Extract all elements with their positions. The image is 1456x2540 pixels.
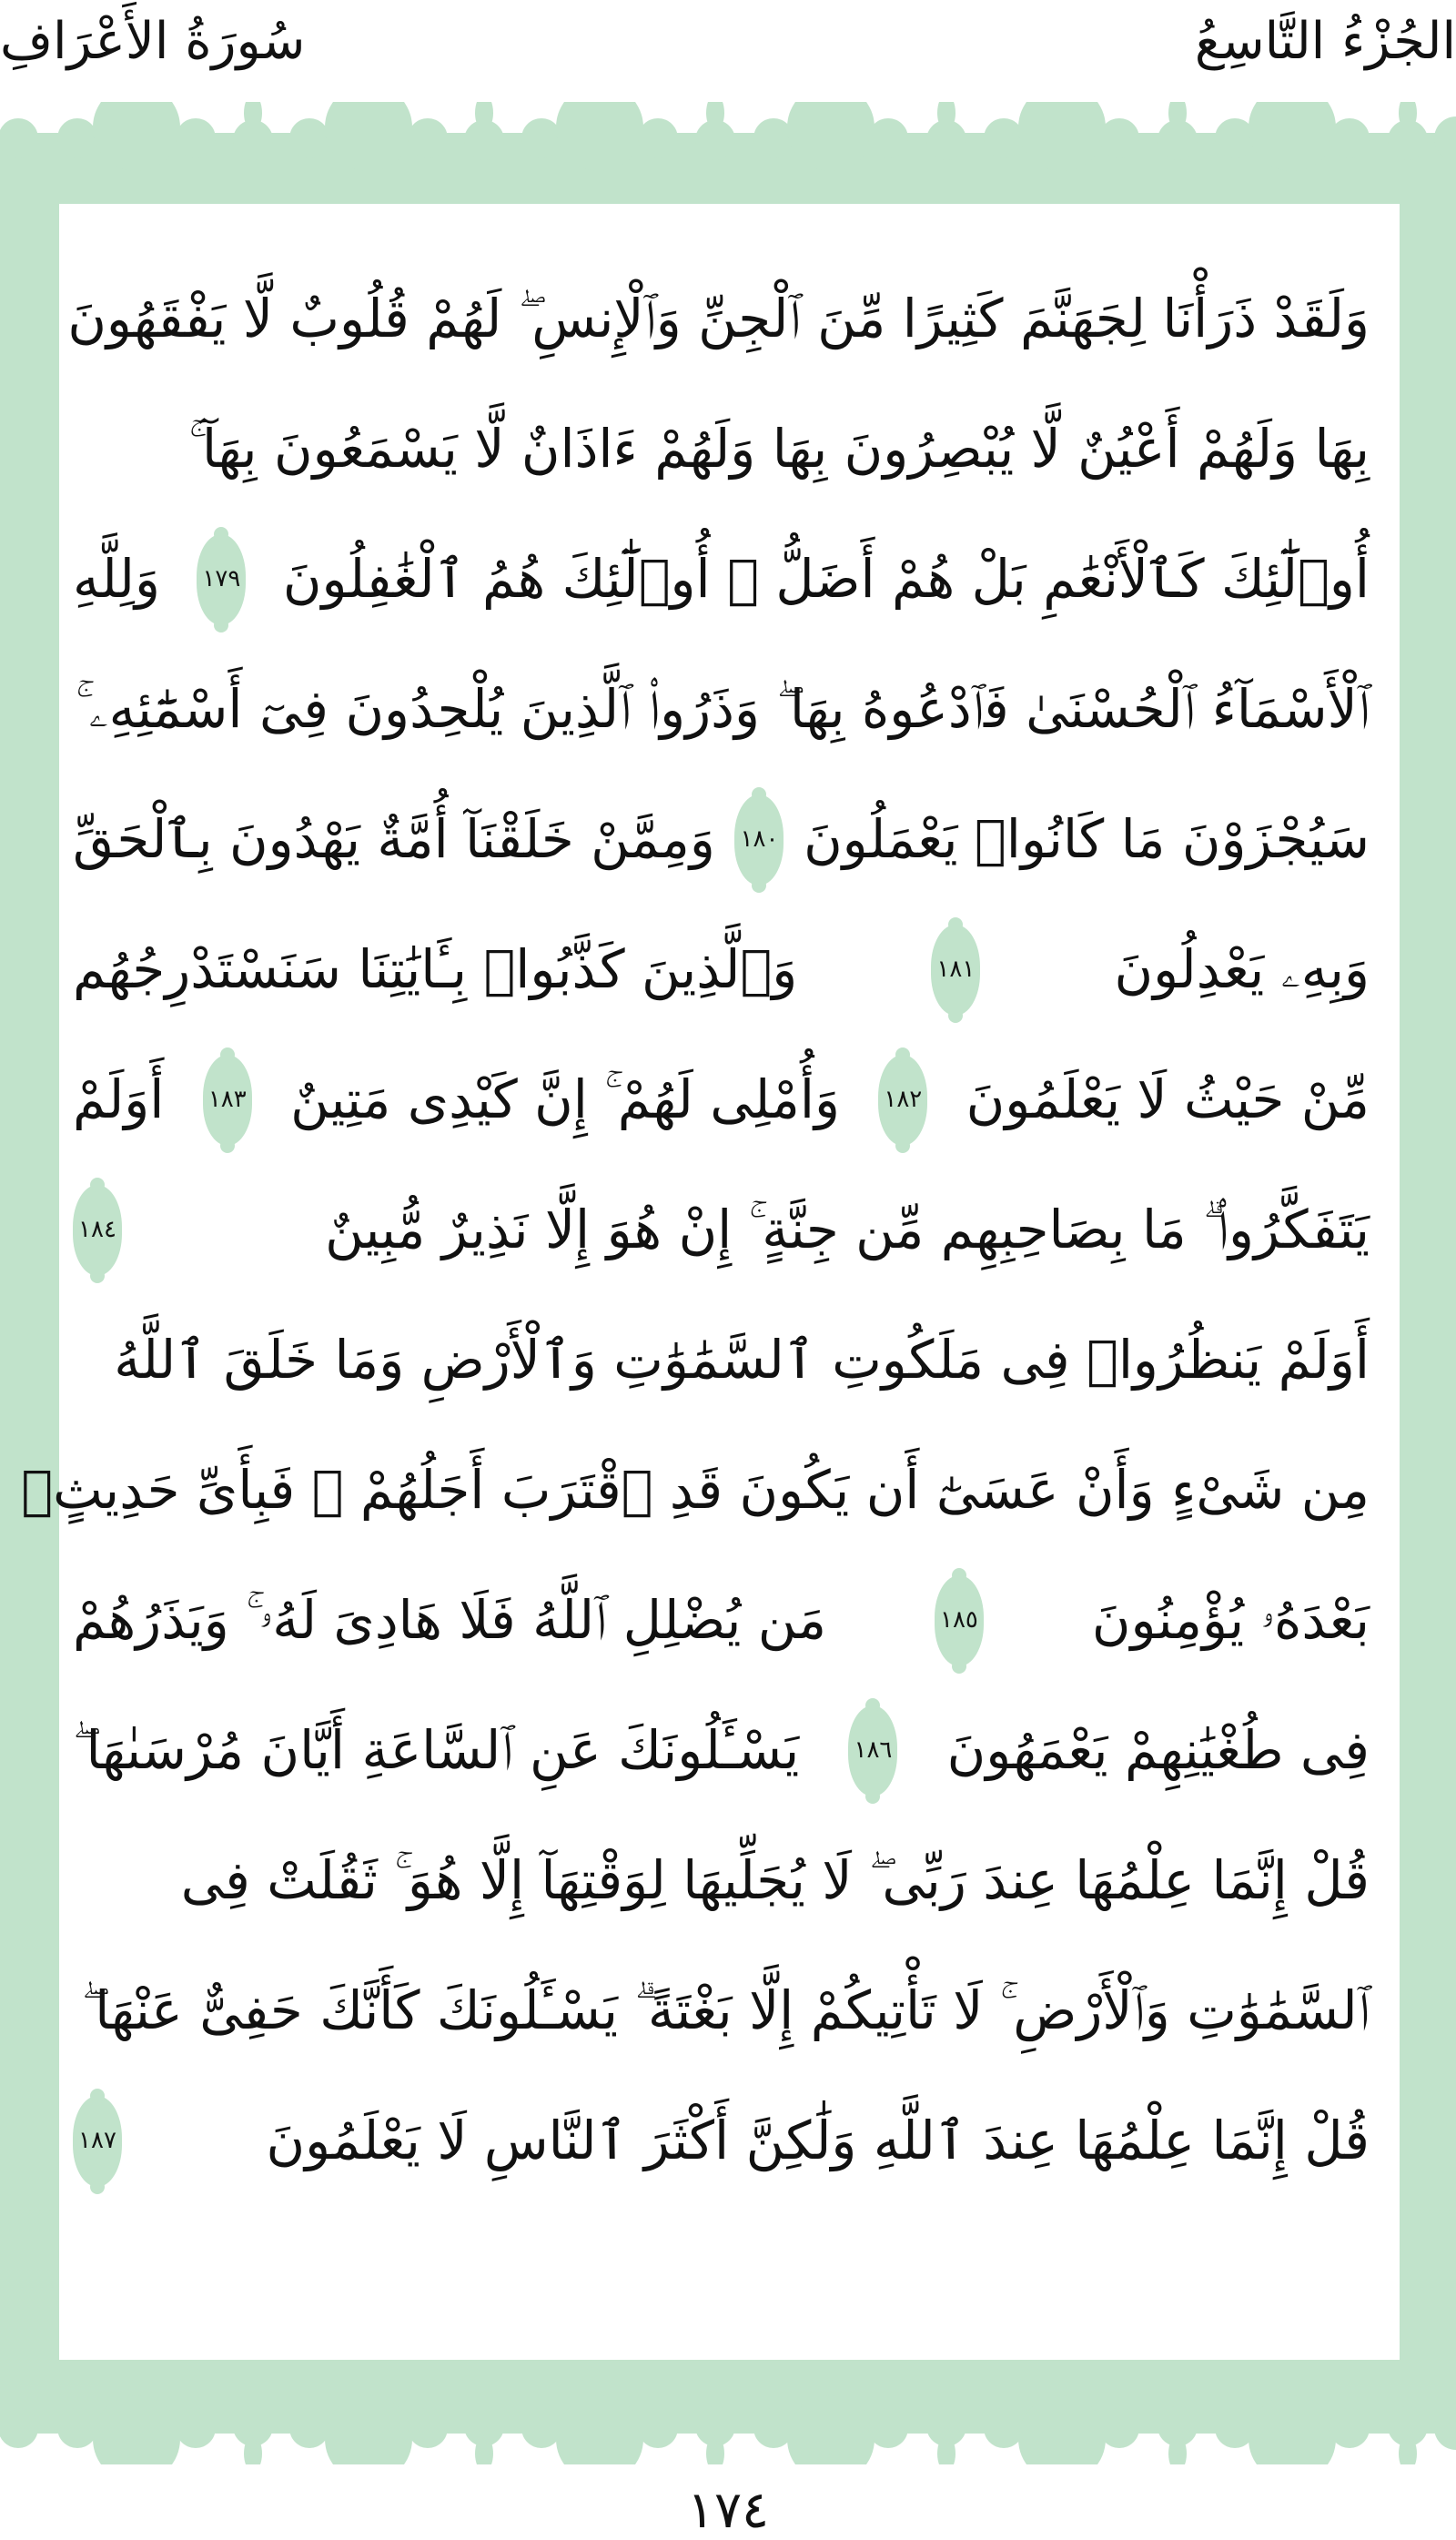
line-text: وَمِمَّنْ خَلَقْنَآ أُمَّةٌ يَهْدُونَ بِٱلْحَقِّ: [73, 808, 715, 870]
line-text: وَأُمْلِى لَهُمْ ۚ إِنَّ كَيْدِى مَتِينٌ: [290, 1068, 840, 1130]
text-line: [73, 905, 1370, 1035]
line-text: وَلَقَدْ ذَرَأْنَا لِجَهَنَّمَ كَثِيرًا مِّنَ ٱلْجِنِّ وَٱلْإِنسِ ۖ لَهُمْ قُلُوبٌ لَّا يَفْقَهُونَ: [67, 288, 1370, 349]
ayah-marker: ١٨٣: [203, 1055, 252, 1146]
ayah-marker: ١٨٦: [848, 1705, 897, 1796]
ayah-marker: ١٧٩: [197, 534, 246, 625]
text-line: [73, 1555, 1370, 1685]
ayah-marker: ١٨٥: [935, 1575, 984, 1666]
text-line: [21, 1425, 1370, 1555]
text-line: [73, 1035, 1370, 1165]
line-text: مِّنْ حَيْثُ لَا يَعْلَمُونَ: [966, 1068, 1370, 1130]
text-line: [73, 1165, 1370, 1295]
line-text: ٱلْأَسْمَآءُ ٱلْحُسْنَىٰ فَٱدْعُوهُ بِهَا ۖ وَذَرُوا۟ ٱلَّذِينَ يُلْحِدُونَ فِىٓ أَسْمَٰٓئِهِۦ ۚ: [76, 678, 1370, 740]
line-text: أُو۟لَٰٓئِكَ كَٱلْأَنْعَٰمِ بَلْ هُمْ أَضَلُّ ۚ أُو۟لَٰٓئِكَ هُمُ ٱلْغَٰفِلُونَ: [282, 548, 1370, 610]
line-text: أَوَلَمْ يَنظُرُوا۟ فِى مَلَكُوتِ ٱلسَّمَٰوَٰتِ وَٱلْأَرْضِ وَمَا خَلَقَ ٱللَّهُ: [114, 1329, 1370, 1391]
line-text: يَتَفَكَّرُوا۟ ۗ مَا بِصَاحِبِهِم مِّن جِنَّةٍ ۚ إِنْ هُوَ إِلَّا نَذِيرٌ مُّبِينٌ: [325, 1199, 1370, 1260]
juz-name: الجُزْءُ التَّاسِعُ: [1194, 12, 1456, 71]
line-text: قُلْ إِنَّمَا عِلْمُهَا عِندَ ٱللَّهِ وَلَٰكِنَّ أَكْثَرَ ٱلنَّاسِ لَا يَعْلَمُونَ: [266, 2110, 1370, 2171]
line-text: بِهَا وَلَهُمْ أَعْيُنٌ لَّا يُبْصِرُونَ بِهَا وَلَهُمْ ءَاذَانٌ لَّا يَسْمَعُونَ بِهَآ ۚ: [188, 418, 1370, 480]
text-line: [73, 1946, 1370, 2076]
page-header: [0, 0, 1456, 91]
line-text: مَن يُضْلِلِ ٱللَّهُ فَلَا هَادِىَ لَهُۥ ۚ وَيَذَرُهُمْ: [73, 1589, 827, 1651]
ayah-marker: ١٨٢: [878, 1055, 927, 1146]
text-line: [67, 254, 1370, 384]
text-line: [73, 1295, 1370, 1425]
line-text: ٱلسَّمَٰوَٰتِ وَٱلْأَرْضِ ۚ لَا تَأْتِيكُمْ إِلَّا بَغْتَةً ۗ يَسْـَٔلُونَكَ كَأَنَّكَ حَفِىٌّ عَنْهَا ۖ: [81, 1979, 1370, 2041]
line-text: يَسْـَٔلُونَكَ عَنِ ٱلسَّاعَةِ أَيَّانَ مُرْسَىٰهَا ۖ: [73, 1719, 800, 1781]
ayah-marker: ١٨٠: [734, 794, 784, 885]
line-text: قُلْ إِنَّمَا عِلْمُهَا عِندَ رَبِّى ۖ لَا يُجَلِّيهَا لِوَقْتِهَآ إِلَّا هُوَ ۚ ثَقُلَتْ فِى: [180, 1849, 1370, 1911]
text-line: [73, 774, 1370, 905]
line-text: مِن شَىْءٍ وَأَنْ عَسَىٰٓ أَن يَكُونَ قَدِ ٱقْتَرَبَ أَجَلُهُمْ ۖ فَبِأَىِّ حَدِيثٍۭ: [21, 1459, 1370, 1521]
ayah-marker: ١٨٧: [73, 2096, 122, 2187]
line-text: فِى طُغْيَٰنِهِمْ يَعْمَهُونَ: [946, 1719, 1370, 1781]
text-line: [73, 644, 1370, 774]
text-line: [73, 1816, 1370, 1946]
line-text: بَعْدَهُۥ يُؤْمِنُونَ: [1091, 1589, 1370, 1651]
text-line: [73, 384, 1370, 514]
ayah-marker: ١٨٤: [73, 1185, 122, 1276]
text-line: [73, 1685, 1370, 1816]
line-text: سَيُجْزَوْنَ مَا كَانُوا۟ يَعْمَلُونَ: [804, 808, 1370, 870]
line-text: وَٱلَّذِينَ كَذَّبُوا۟ بِـَٔايَٰتِنَا سَنَسْتَدْرِجُهُم: [73, 938, 798, 1000]
ayah-marker: ١٨١: [931, 925, 980, 1016]
page-number: ١٧٤: [686, 2481, 770, 2540]
line-text: أَوَلَمْ: [73, 1068, 165, 1130]
surah-name: سُورَةُ الأَعْرَافِ: [0, 12, 306, 71]
line-text: وَلِلَّهِ: [73, 548, 160, 610]
text-line: [73, 514, 1370, 644]
line-text: وَبِهِۦ يَعْدِلُونَ: [1114, 938, 1370, 1000]
text-line: [73, 2076, 1370, 2206]
